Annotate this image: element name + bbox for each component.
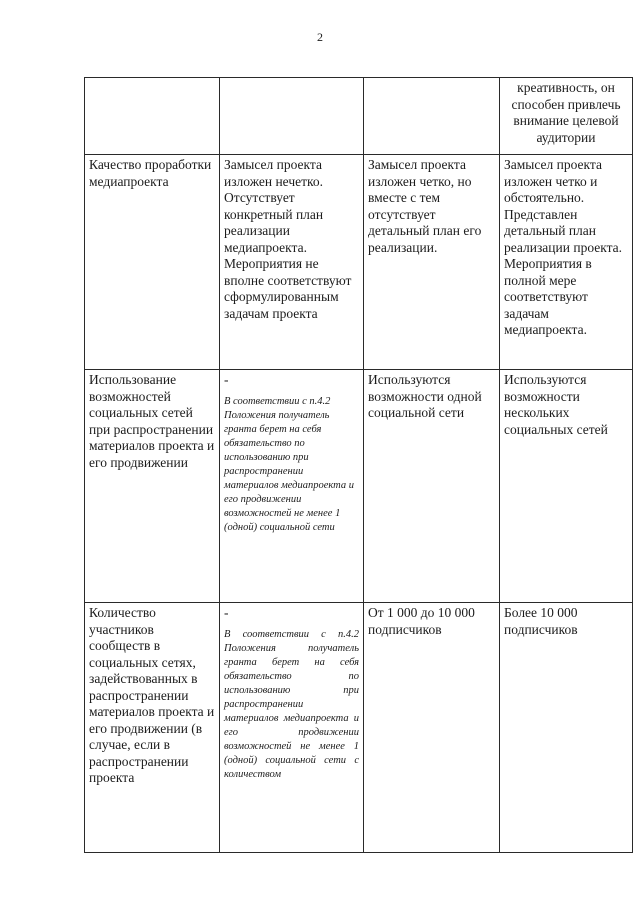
score-high-cell: креативность, он способен привлечь внимание целевой аудитории [500, 78, 633, 155]
score-high-cell: Используются возможности нескольких социальных сетей [500, 370, 633, 603]
dash-mark: - [224, 372, 229, 387]
score-mid-cell: От 1 000 до 10 000 подписчиков [364, 603, 500, 853]
table-row [85, 370, 633, 603]
table-row [85, 78, 633, 155]
page-number: 2 [317, 30, 323, 44]
criterion-cell: Количество участников сообществ в социальных сетях, задействованных в распространении материалов проекта и его продвижении (в случае, если в распространении проекта [85, 603, 220, 853]
regulation-note: В соответствии с п.4.2 Положения получатель гранта берет на себя обязательство по использованию при распространении материалов медиапроекта и его продвижении возможностей не менее 1 (одной) социальной сети с количеством [224, 628, 359, 780]
table-row [85, 155, 633, 370]
evaluation-criteria-table [84, 77, 633, 853]
criterion-cell [85, 78, 220, 155]
dash-mark: - [224, 605, 229, 620]
score-mid-cell: Замысел проекта изложен четко, но вместе с тем отсутствует детальный план его реализации. [364, 155, 500, 370]
score-low-cell: Замысел проекта изложен нечетко. Отсутствует конкретный план реализации медиапроекта. Мероприятия не вполне соответствуют сформулированным задачам проекта [220, 155, 364, 370]
score-high-cell: Замысел проекта изложен четко и обстоятельно. Представлен детальный план реализации проекта. Мероприятия в полной мере соответствуют задачам медиапроекта. [500, 155, 633, 370]
criterion-cell: Качество проработки медиапроекта [85, 155, 220, 370]
criterion-cell: Использование возможностей социальных сетей при распространении материалов проекта и его продвижении [85, 370, 220, 603]
regulation-note: В соответствии с п.4.2 Положения получатель гранта берет на себя обязательство по использованию при распространении материалов медиапроекта и его продвижении возможностей не менее 1 (одной) социальной сети [224, 395, 355, 533]
table-row [85, 603, 633, 853]
score-mid-cell: Используются возможности одной социальной сети [364, 370, 500, 603]
score-mid-cell [364, 78, 500, 155]
score-high-cell: Более 10 000 подписчиков [500, 603, 633, 853]
score-low-cell [220, 603, 364, 853]
score-low-cell [220, 370, 364, 603]
score-low-cell [220, 78, 364, 155]
